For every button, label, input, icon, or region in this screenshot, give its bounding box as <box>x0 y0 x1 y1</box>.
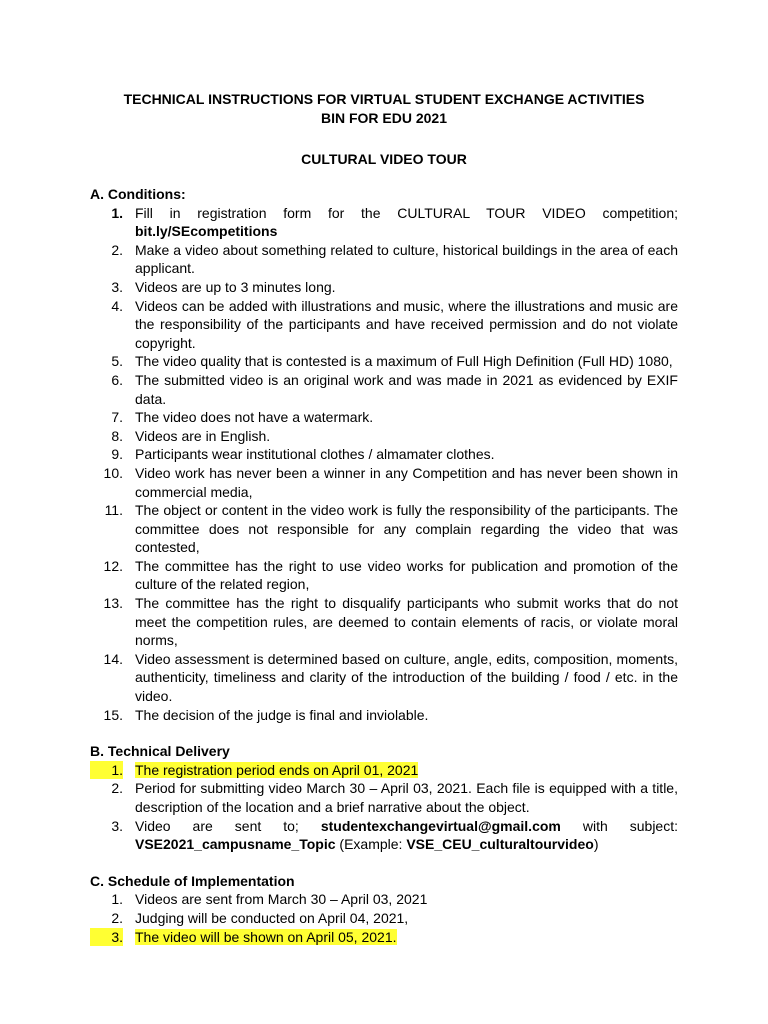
list-item <box>90 408 678 427</box>
list-text: Videos are sent from March 30 – April 03, 2021 <box>135 891 428 908</box>
list-number: 14. <box>103 650 123 667</box>
list-number: 2. <box>111 780 123 797</box>
list-number: 2. <box>111 241 123 258</box>
list-text: with subject: <box>582 817 679 834</box>
list-item <box>90 371 678 408</box>
list-item <box>90 464 678 501</box>
list-text: Judging will be conducted on April 04, 2021, <box>135 909 409 926</box>
section-heading-conditions: A. Conditions: <box>90 186 186 202</box>
list-text: Period for submitting video March 30 – April 03, 2021. Each file is equipped with a title, description of the location and a brief narrative about the object. <box>135 780 678 815</box>
list-text: Video work has never been a winner in any Competition and has never been shown in commercial media, <box>135 464 678 500</box>
list-text: Make a video about something related to culture, historical buildings in the area of each applicant. <box>135 241 678 277</box>
list-item <box>90 557 678 594</box>
list-text: Video assessment is determined based on culture, angle, edits, composition, moments, authenticity, timeliness and clarity of the introduction of the building / food / etc. in the video. <box>135 650 678 705</box>
list-number: 12. <box>103 557 123 574</box>
email-subject: VSE2021_campusname_Topic <box>135 836 336 853</box>
list-number: 3. <box>111 278 123 295</box>
list-number: 9. <box>111 446 123 463</box>
list-text: The video quality that is contested is a maximum of Full High Definition (Full HD) 1080, <box>135 353 673 370</box>
example-subject: VSE_CEU_culturaltourvideo <box>406 836 594 853</box>
section-schedule <box>90 872 678 946</box>
schedule-list <box>90 890 678 946</box>
list-number: 3. <box>90 928 123 947</box>
section-technical-delivery <box>90 742 678 854</box>
list-text: The submitted video is an original work and was made in 2021 as evidenced by EXIF data. <box>135 371 678 407</box>
list-number: 6. <box>111 371 123 388</box>
list-item <box>90 241 678 278</box>
list-item <box>90 761 678 780</box>
list-number: 4. <box>111 297 123 314</box>
list-item <box>90 779 678 816</box>
technical-delivery-list <box>90 761 678 854</box>
list-item <box>90 928 678 947</box>
list-text: Fill in registration form for the CULTURAL TOUR VIDEO competition; <box>135 204 678 221</box>
section-heading-schedule: C. Schedule of Implementation <box>90 872 295 889</box>
submission-email[interactable]: studentexchangevirtual@gmail.com <box>320 817 561 834</box>
list-number: 8. <box>111 427 123 444</box>
list-item <box>90 427 678 446</box>
list-number: 7. <box>111 409 123 426</box>
list-text-line <box>135 835 678 854</box>
list-number: 5. <box>111 353 123 370</box>
registration-link[interactable]: bit.ly/SEcompetitions <box>135 223 278 240</box>
list-item <box>90 278 678 297</box>
document-subtitle: BIN FOR EDU 2021 <box>320 110 448 126</box>
list-item <box>90 890 678 909</box>
list-text: Videos are up to 3 minutes long. <box>135 278 336 295</box>
list-number: 1. <box>111 891 123 908</box>
section-conditions <box>90 185 678 724</box>
list-text: Participants wear institutional clothes / almamater clothes. <box>135 446 495 463</box>
list-item <box>90 706 678 725</box>
list-number: 13. <box>103 595 123 612</box>
list-number: 10. <box>103 464 123 481</box>
list-item <box>90 594 678 650</box>
document-title: TECHNICAL INSTRUCTIONS FOR VIRTUAL STUDENT EXCHANGE ACTIVITIES <box>123 91 645 107</box>
list-item <box>90 909 678 928</box>
list-text-highlighted: The video will be shown on April 05, 2021. <box>135 928 397 945</box>
list-number: 1. <box>90 761 123 780</box>
list-text: The committee has the right to use video works for publication and promotion of the culture of the related region, <box>135 557 678 593</box>
list-number: 1. <box>111 204 123 221</box>
list-text: The decision of the judge is final and inviolable. <box>135 706 429 723</box>
list-item <box>90 352 678 371</box>
main-heading: CULTURAL VIDEO TOUR <box>301 151 467 167</box>
list-text-highlighted: The registration period ends on April 01, 2021 <box>135 761 419 778</box>
list-item <box>90 817 678 854</box>
list-text: Videos can be added with illustrations and music, where the illustrations and music are the responsibility of the participants and have received permission and do not violate copyright. <box>135 297 678 351</box>
list-text: The video does not have a watermark. <box>135 409 374 426</box>
conditions-list <box>90 204 678 725</box>
example-open: (Example: <box>335 836 407 853</box>
list-text: Video are sent to; <box>135 817 299 834</box>
list-item <box>90 650 678 706</box>
list-item <box>90 501 678 557</box>
list-number: 2. <box>111 909 123 926</box>
list-text: The object or content in the video work is fully the responsibility of the participants. The committee does not responsible for any complain regarding the video that was contested, <box>135 502 678 556</box>
example-close: ) <box>593 836 599 853</box>
section-heading-technical-delivery: B. Technical Delivery <box>90 743 230 760</box>
list-number: 15. <box>103 706 123 723</box>
list-item <box>90 445 678 464</box>
list-item <box>90 204 678 241</box>
list-text: The committee has the right to disqualify participants who submit works that do not meet the competition rules, are deemed to contain elements of racis, or violate moral norms, <box>135 595 678 649</box>
list-text: Videos are in English. <box>135 427 271 444</box>
list-number: 3. <box>111 817 123 834</box>
list-item <box>90 297 678 353</box>
list-number: 11. <box>104 502 123 519</box>
list-text-line <box>135 817 678 836</box>
